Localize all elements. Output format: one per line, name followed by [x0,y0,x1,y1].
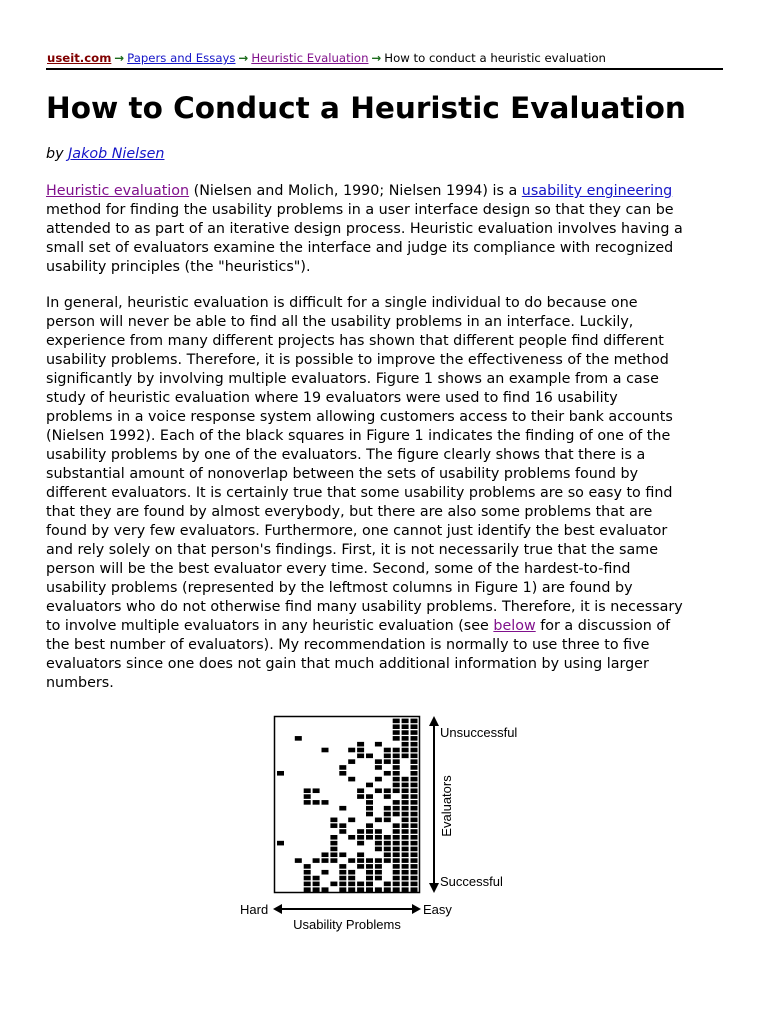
matrix-cell [339,823,346,828]
matrix-cell [402,876,409,881]
matrix-cell [366,876,373,881]
paragraph-line: substantial amount of nonoverlap between the sets of usability problems found by [46,466,639,482]
matrix-cell [375,876,382,881]
usability-engineering-link[interactable]: usability engineering [521,183,673,199]
breadcrumb-heuristic-link[interactable]: Heuristic Evaluation [251,51,369,65]
paragraph-line: usability problems (represented by the leftmost columns in Figure 1) are found by [46,580,633,596]
paragraph-line: significantly by involving multiple evaluators. Figure 1 shows an example from a case [46,371,659,387]
arrow-up-icon [429,716,439,726]
matrix-cell [366,882,373,887]
matrix-cell [357,852,364,857]
matrix-cell [384,812,391,817]
matrix-cell [393,806,400,811]
matrix-cell [322,800,329,805]
label-hard: Hard [240,902,269,917]
matrix-cell [330,818,337,823]
matrix-cell [375,858,382,863]
matrix-cell [402,724,409,729]
matrix-cell [304,794,311,799]
matrix-cell [411,794,418,799]
paragraph-line [46,617,736,636]
matrix-cell [375,759,382,764]
matrix-cell [366,794,373,799]
matrix-cell [357,748,364,753]
matrix-cell [322,748,329,753]
paragraph-line: small set of evaluators examine the interface and judge its compliance with recognized [46,240,674,256]
matrix-cell [402,736,409,741]
matrix-cell [411,736,418,741]
below-link[interactable]: below [493,618,536,634]
matrix-cell [384,841,391,846]
matrix-cell [348,858,355,863]
paragraph-text: to involve multiple evaluators in any heuristic evaluation (see [46,618,494,634]
label-easy: Easy [423,902,452,917]
matrix-cell [411,858,418,863]
matrix-cell [313,887,320,892]
matrix-cell [330,841,337,846]
matrix-cell [330,835,337,840]
matrix-cell [330,852,337,857]
matrix-cell [402,794,409,799]
paragraph-line: found by very few evaluators. Furthermore, one cannot just identify the best evaluator [46,523,668,539]
paragraph-line: different evaluators. It is certainly true that some usability problems are so easy to find [46,485,673,501]
matrix-cell [402,870,409,875]
paragraph-line: person will never be able to find all the usability problems in an interface. Luckily, [46,314,634,330]
matrix-cell [402,812,409,817]
matrix-cell [411,754,418,759]
matrix-cell [402,858,409,863]
matrix-cell [348,835,355,840]
arrow-left-icon [273,904,282,914]
matrix-cell [384,882,391,887]
matrix-cell [402,829,409,834]
matrix-cell [402,788,409,793]
paragraph-multiple-evaluators [46,294,736,693]
paragraph-line: In general, heuristic evaluation is difficult for a single individual to do because one [46,295,638,311]
matrix-cell [313,858,320,863]
matrix-cell [393,882,400,887]
matrix-cell [339,771,346,776]
matrix-cell [393,719,400,724]
matrix-cell [339,882,346,887]
matrix-cell [402,823,409,828]
matrix-cell [384,887,391,892]
matrix-cell [393,829,400,834]
matrix-cell [313,882,320,887]
matrix-cell [411,806,418,811]
matrix-cell [411,887,418,892]
paragraph-line: numbers. [46,675,114,691]
matrix-cell [384,759,391,764]
figure-1 [236,712,536,944]
matrix-cells [277,719,418,892]
matrix-cell [393,748,400,753]
matrix-cell [322,858,329,863]
matrix-cell [304,788,311,793]
matrix-cell [295,736,302,741]
matrix-cell [402,864,409,869]
matrix-cell [304,887,311,892]
matrix-cell [402,783,409,788]
matrix-cell [393,876,400,881]
matrix-cell [357,841,364,846]
paragraph-line: usability problems. Therefore, it is possible to improve the effectiveness of the method [46,352,669,368]
matrix-cell [348,777,355,782]
matrix-cell [411,882,418,887]
matrix-cell [366,800,373,805]
header-divider [46,68,723,70]
paragraph-line: evaluators who do not otherwise find many usability problems. Therefore, it is necessary [46,599,683,615]
paragraph-line [46,182,736,201]
matrix-cell [393,864,400,869]
matrix-cell [411,724,418,729]
matrix-cell [411,829,418,834]
matrix-cell [411,835,418,840]
breadcrumb-arrow-icon: → [114,51,125,65]
page-title: How to Conduct a Heuristic Evaluation [46,91,686,125]
matrix-cell [348,882,355,887]
matrix-cell [393,754,400,759]
byline [46,145,164,164]
matrix-cell [402,754,409,759]
matrix-cell [393,724,400,729]
paragraph-line: attended to as part of an iterative design process. Heuristic evaluation involves having a [46,221,683,237]
paragraph-line: method for finding the usability problems in a user interface design so that they can be [46,202,674,218]
matrix-cell [304,870,311,875]
matrix-cell [313,788,320,793]
paragraph-intro [46,182,736,277]
matrix-cell [411,800,418,805]
paragraph-line: that they are found by almost everybody, but there are also some problems that are [46,504,653,520]
matrix-cell [393,759,400,764]
matrix-cell [384,788,391,793]
matrix-cell [357,829,364,834]
matrix-cell [393,771,400,776]
matrix-cell [402,818,409,823]
matrix-cell [384,818,391,823]
paragraph-line: problems in a voice response system allowing customers access to their bank accounts [46,409,673,425]
matrix-cell [366,823,373,828]
matrix-cell [375,864,382,869]
matrix-cell [357,858,364,863]
matrix-cell [411,719,418,724]
paragraph-line: and rely solely on that person's findings. First, it is not necessarily true that the same [46,542,658,558]
paragraph-line: (Nielsen 1992). Each of the black squares in Figure 1 indicates the finding of one of the [46,428,671,444]
matrix-cell [277,841,284,846]
matrix-cell [304,882,311,887]
matrix-cell [402,882,409,887]
matrix-cell [393,783,400,788]
matrix-cell [322,870,329,875]
matrix-cell [393,800,400,805]
matrix-cell [366,887,373,892]
matrix-cell [411,841,418,846]
matrix-cell [304,800,311,805]
matrix-cell [366,812,373,817]
matrix-cell [402,719,409,724]
matrix-cell [393,841,400,846]
byline-by: by [46,146,64,162]
matrix-cell [402,742,409,747]
matrix-cell [357,788,364,793]
matrix-cell [411,864,418,869]
matrix-cell [402,852,409,857]
matrix-cell [384,858,391,863]
matrix-cell [375,829,382,834]
matrix-cell [313,800,320,805]
matrix-cell [411,788,418,793]
matrix-cell [402,887,409,892]
matrix-cell [277,771,284,776]
matrix-cell [366,858,373,863]
matrix-cell [357,864,364,869]
matrix-cell [384,852,391,857]
matrix-cell [366,829,373,834]
paragraph-text: (Nielsen and Molich, 1990; Nielsen 1994) is a [189,183,522,199]
matrix-cell [393,812,400,817]
matrix-cell [411,730,418,735]
matrix-cell [393,847,400,852]
matrix-cell [375,788,382,793]
matrix-cell [357,835,364,840]
matrix-cell [304,876,311,881]
matrix-cell [393,887,400,892]
matrix-cell [375,777,382,782]
matrix-cell [411,870,418,875]
matrix-cell [375,841,382,846]
matrix-cell [384,847,391,852]
matrix-cell [330,858,337,863]
matrix-cell [384,771,391,776]
matrix-cell [366,864,373,869]
matrix-cell [304,864,311,869]
matrix-cell [384,748,391,753]
matrix-cell [402,800,409,805]
breadcrumb-home-link[interactable]: useit.com [47,51,112,65]
matrix-cell [375,870,382,875]
paragraph-line: the best number of evaluators). My recommendation is normally to use three to five [46,637,650,653]
matrix-cell [322,887,329,892]
matrix-cell [339,829,346,834]
matrix-cell [384,754,391,759]
matrix-cell [366,806,373,811]
matrix-cell [402,835,409,840]
matrix-cell [375,742,382,747]
matrix-cell [348,818,355,823]
heuristic-evaluation-link[interactable]: Heuristic evaluation [46,183,190,199]
label-unsuccessful: Unsuccessful [440,725,518,740]
matrix-cell [339,870,346,875]
matrix-cell [411,759,418,764]
matrix-cell [411,765,418,770]
matrix-cell [402,806,409,811]
paragraph-text: for a discussion of [535,618,671,634]
matrix-cell [348,748,355,753]
matrix-cell [393,835,400,840]
matrix-cell [322,852,329,857]
matrix-cell [402,777,409,782]
matrix-cell [339,876,346,881]
label-successful: Successful [440,874,503,889]
breadcrumb-arrow-icon: → [238,51,249,65]
matrix-cell [366,835,373,840]
matrix-cell [411,823,418,828]
matrix-cell [393,823,400,828]
matrix-cell [295,858,302,863]
matrix-cell [393,852,400,857]
matrix-cell [411,783,418,788]
matrix-cell [393,858,400,863]
label-usability-problems: Usability Problems [293,917,401,932]
breadcrumb-papers-link[interactable]: Papers and Essays [127,51,236,65]
matrix-cell [393,736,400,741]
matrix-cell [402,847,409,852]
matrix-cell [339,887,346,892]
matrix-cell [330,823,337,828]
matrix-cell [393,870,400,875]
matrix-cell [411,748,418,753]
matrix-cell [393,730,400,735]
matrix-cell [330,847,337,852]
breadcrumb-arrow-icon: → [371,51,382,65]
evaluator-problem-matrix-figure [236,712,536,944]
breadcrumb-current: How to conduct a heuristic evaluation [384,51,606,65]
matrix-cell [393,765,400,770]
paragraph-line: experience from many different projects has shown that different people find different [46,333,664,349]
matrix-cell [375,887,382,892]
paragraph-line: evaluators since one does not gain that much additional information by using larger [46,656,649,672]
matrix-cell [357,887,364,892]
matrix-cell [375,765,382,770]
matrix-cell [393,777,400,782]
matrix-cell [411,818,418,823]
matrix-cell [411,852,418,857]
paragraph-line: usability problems by one of the evaluators. The figure clearly shows that there is a [46,447,646,463]
paragraph-line: study of heuristic evaluation where 19 evaluators were used to find 16 usability [46,390,618,406]
matrix-cell [357,794,364,799]
matrix-cell [357,742,364,747]
paragraph-line: usability principles (the "heuristics"). [46,259,311,275]
arrow-right-icon [412,904,421,914]
matrix-cell [375,818,382,823]
matrix-cell [393,788,400,793]
matrix-cell [330,882,337,887]
matrix-cell [402,748,409,753]
matrix-cell [411,876,418,881]
matrix-cell [348,870,355,875]
matrix-cell [357,754,364,759]
breadcrumb [47,50,723,66]
matrix-cell [384,835,391,840]
matrix-cell [375,835,382,840]
matrix-cell [339,806,346,811]
matrix-cell [411,777,418,782]
matrix-cell [313,876,320,881]
matrix-cell [411,771,418,776]
matrix-cell [384,806,391,811]
matrix-cell [402,841,409,846]
matrix-cell [366,783,373,788]
matrix-cell [411,742,418,747]
matrix-cell [339,864,346,869]
matrix-cell [411,847,418,852]
matrix-cell [411,812,418,817]
matrix-cell [384,794,391,799]
matrix-cell [375,847,382,852]
matrix-cell [348,759,355,764]
matrix-cell [366,754,373,759]
author-link[interactable]: Jakob Nielsen [68,146,165,162]
paragraph-line: person will be the best evaluator every time. Second, some of the hardest-to-find [46,561,631,577]
label-evaluators: Evaluators [439,775,454,837]
matrix-cell [402,730,409,735]
matrix-cell [357,882,364,887]
matrix-cell [366,870,373,875]
matrix-cell [348,876,355,881]
matrix-cell [348,887,355,892]
matrix-cell [339,852,346,857]
arrow-down-icon [429,883,439,893]
matrix-cell [339,765,346,770]
